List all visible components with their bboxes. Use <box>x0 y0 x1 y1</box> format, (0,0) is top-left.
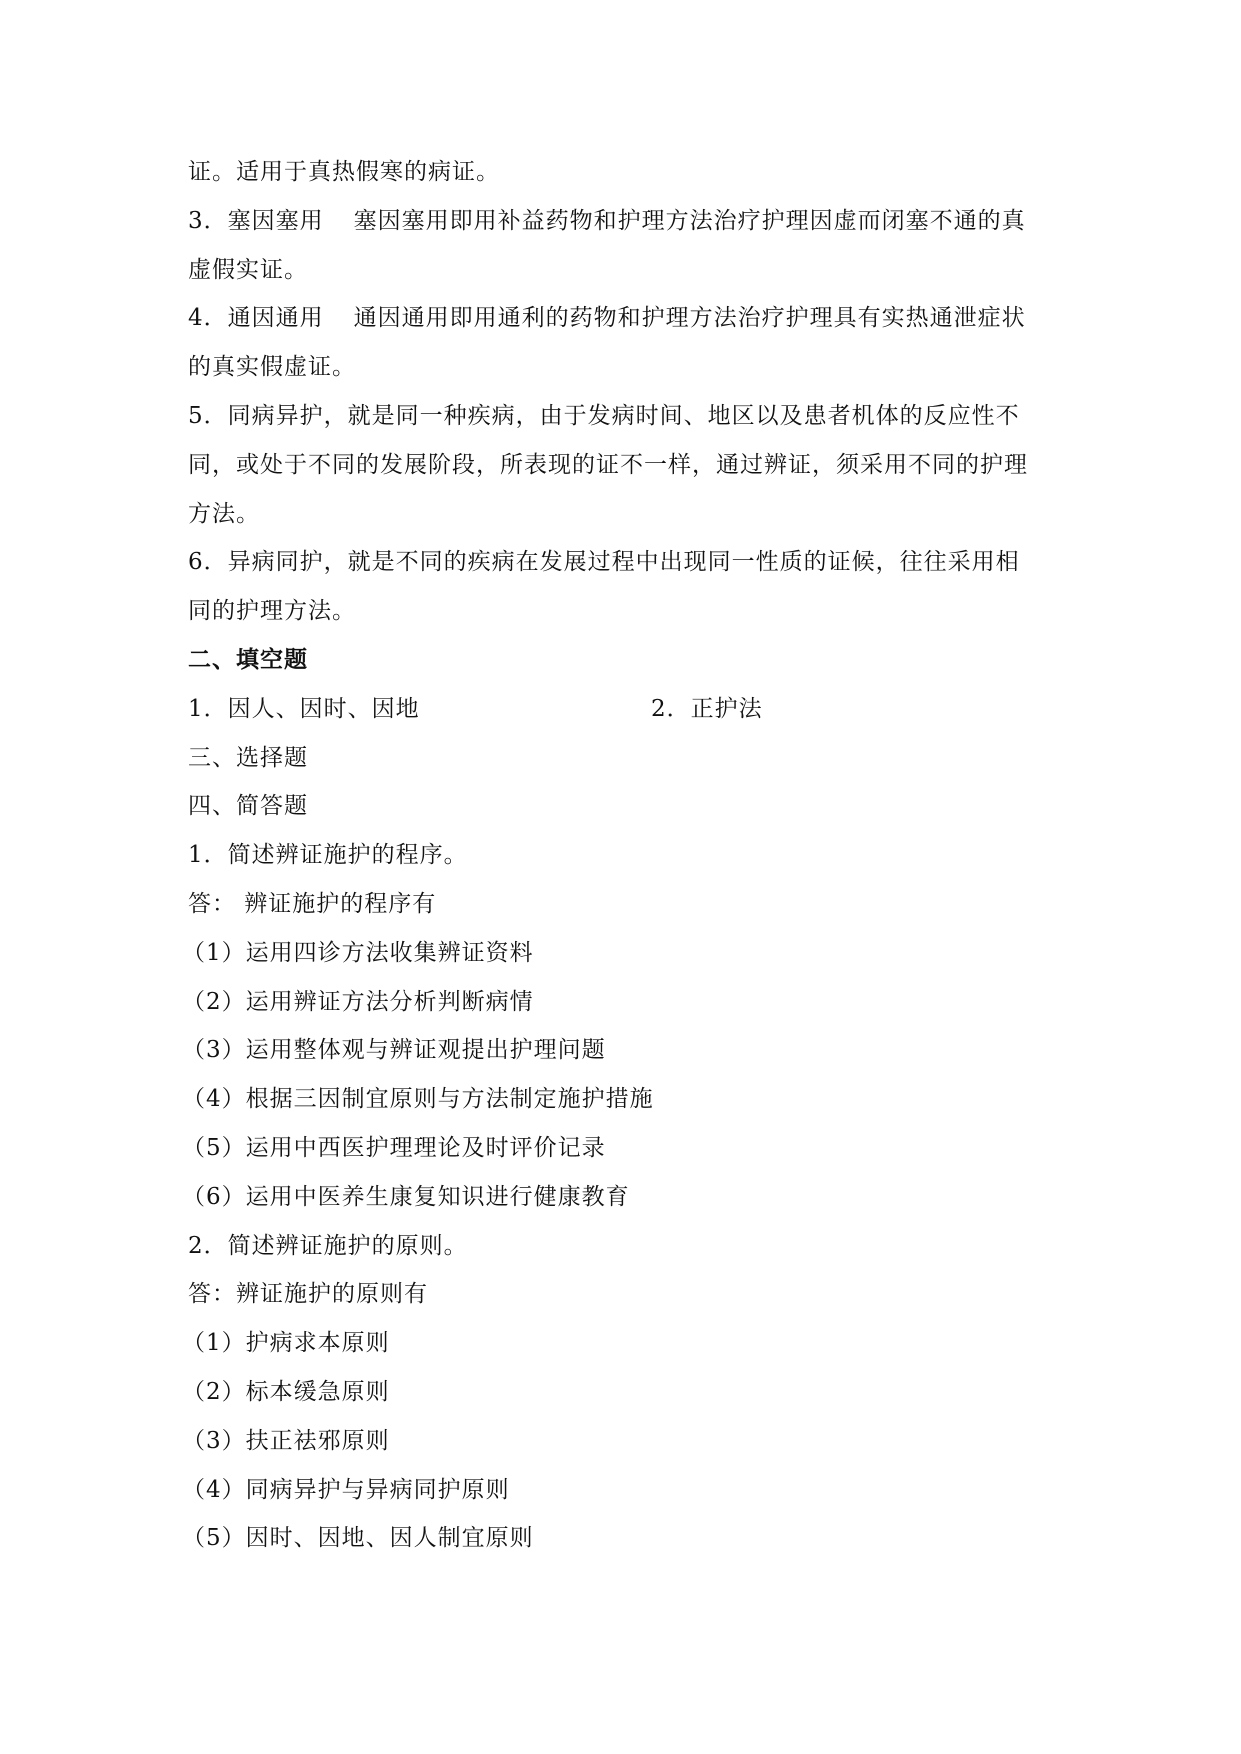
paragraph-continuation <box>188 148 1058 197</box>
paragraph-text: 通因通用即用通利的药物和护理方法治疗护理具有实热通泄症状 <box>353 305 1026 332</box>
paragraph-item-5-continued <box>188 490 1058 539</box>
paragraph-text: 方法。 <box>188 500 260 527</box>
paragraph-item-3 <box>188 197 1058 246</box>
fill-blank-answer-1: 1．因人、因时、因地 <box>188 695 420 722</box>
section-heading-short-answer: 四、简答题 <box>188 793 308 820</box>
answer-1-item: （2）运用辨证方法分析判断病情 <box>182 988 534 1015</box>
paragraph-item-5 <box>188 392 1058 441</box>
section-heading-choice: 三、选择题 <box>188 744 308 771</box>
paragraph-text: 证。适用于真热假寒的病证。 <box>188 159 500 185</box>
answer-1-item: （4）根据三因制宜原则与方法制定施护措施 <box>182 1086 654 1113</box>
answer-1-intro: 答： 辨证施护的程序有 <box>188 890 437 917</box>
paragraph-text: 同，或处于不同的发展阶段，所表现的证不一样，通过辨证，须采用不同的护理 <box>188 451 1028 478</box>
fill-blank-answer-2: 2．正护法 <box>651 695 763 722</box>
question-1: 1．简述辨证施护的程序。 <box>188 842 468 869</box>
paragraph-text: 虚假实证。 <box>188 256 308 283</box>
section-heading-fill-blank: 二、填空题 <box>188 645 308 673</box>
item-label: 3．塞因塞用 <box>188 207 324 234</box>
answer-2-item: （4）同病异护与异病同护原则 <box>182 1476 510 1503</box>
question-2: 2．简述辨证施护的原则。 <box>188 1232 468 1259</box>
document-page <box>182 148 1058 1563</box>
answer-2-intro: 答：辨证施护的原则有 <box>188 1281 428 1308</box>
answer-1-item: （5）运用中西医护理理论及时评价记录 <box>182 1134 606 1161</box>
paragraph-text: 的真实假虚证。 <box>188 354 356 381</box>
paragraph-item-3-continued <box>188 246 1058 295</box>
item-label: 4．通因通用 <box>188 305 324 332</box>
paragraph-text: 5．同病异护，就是同一种疾病，由于发病时间、地区以及患者机体的反应性不 <box>188 402 1020 429</box>
paragraph-item-4-continued <box>188 343 1058 392</box>
answer-1-item: （6）运用中医养生康复知识进行健康教育 <box>182 1183 630 1210</box>
paragraph-text: 塞因塞用即用补益药物和护理方法治疗护理因虚而闭塞不通的真 <box>353 207 1026 234</box>
answer-2-item: （5）因时、因地、因人制宜原则 <box>182 1525 534 1552</box>
fill-blank-answers <box>188 685 1058 734</box>
answer-2-item: （2）标本缓急原则 <box>182 1378 390 1405</box>
paragraph-item-6-continued <box>188 587 1058 636</box>
paragraph-item-4 <box>188 294 1058 343</box>
answer-2-item: （1）护病求本原则 <box>182 1330 390 1357</box>
paragraph-text: 同的护理方法。 <box>188 598 356 625</box>
paragraph-item-6 <box>188 538 1058 587</box>
answer-1-item: （1）运用四诊方法收集辨证资料 <box>182 939 534 966</box>
answer-2-item: （3）扶正祛邪原则 <box>182 1427 390 1454</box>
paragraph-text: 6．异病同护，就是不同的疾病在发展过程中出现同一性质的证候，往往采用相 <box>188 549 1020 576</box>
answer-1-item: （3）运用整体观与辨证观提出护理问题 <box>182 1037 606 1064</box>
paragraph-item-5-continued <box>188 441 1058 490</box>
